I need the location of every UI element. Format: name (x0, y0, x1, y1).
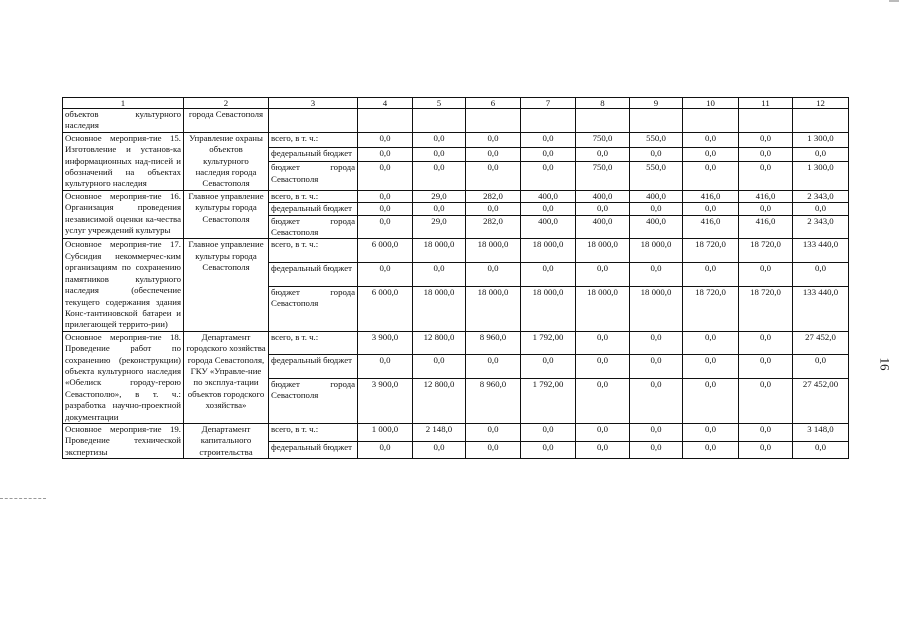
amount-cell: 27 452,00 (793, 378, 849, 423)
amount-cell: 0,0 (466, 203, 521, 215)
amount-cell: 0,0 (413, 147, 466, 162)
executor: Главное управление культуры города Севастополя (184, 190, 269, 239)
amount-cell: 0,0 (630, 263, 683, 287)
amount-cell: 400,0 (576, 190, 630, 202)
amount-cell: 0,0 (739, 162, 793, 190)
amount-cell: 750,0 (576, 132, 630, 147)
amount-cell: 750,0 (576, 162, 630, 190)
amount-cell: 0,0 (683, 132, 739, 147)
amount-cell: 416,0 (683, 190, 739, 202)
amount-cell: 0,0 (521, 162, 576, 190)
column-header: 6 (466, 98, 521, 109)
amount-cell: 0,0 (358, 203, 413, 215)
amount-cell: 18 000,0 (576, 239, 630, 263)
amount-cell: 0,0 (358, 263, 413, 287)
amount-cell: 133 440,0 (793, 286, 849, 331)
funding-source: федеральный бюджет (269, 355, 358, 379)
amount-cell: 0,0 (630, 378, 683, 423)
amount-cell: 18 720,0 (683, 239, 739, 263)
funding-source: федеральный бюджет (269, 263, 358, 287)
amount-cell: 3 148,0 (793, 423, 849, 441)
amount-cell: 400,0 (521, 190, 576, 202)
amount-cell: 0,0 (683, 162, 739, 190)
amount-cell: 416,0 (739, 215, 793, 239)
amount-cell: 0,0 (683, 378, 739, 423)
amount-cell: 0,0 (466, 162, 521, 190)
amount-cell: 0,0 (739, 203, 793, 215)
executor: Главное управление культуры города Севастополя (184, 239, 269, 331)
amount-cell: 0,0 (630, 355, 683, 379)
amount-cell: 0,0 (466, 147, 521, 162)
amount-cell: 0,0 (793, 263, 849, 287)
amount-cell: 0,0 (466, 132, 521, 147)
amount-cell: 18 720,0 (739, 239, 793, 263)
amount-cell: 0,0 (739, 378, 793, 423)
executor: города Севастополя (184, 109, 269, 133)
amount-cell: 18 000,0 (466, 286, 521, 331)
funding-source: бюджет города Севастополя (269, 162, 358, 190)
amount-cell: 400,0 (630, 215, 683, 239)
amount-cell: 0,0 (413, 441, 466, 459)
amount-cell: 0,0 (358, 132, 413, 147)
amount-cell: 0,0 (413, 263, 466, 287)
amount-cell: 0,0 (576, 263, 630, 287)
amount-cell: 1 792,00 (521, 331, 576, 355)
funding-source: федеральный бюджет (269, 147, 358, 162)
amount-cell: 0,0 (630, 423, 683, 441)
amount-cell: 550,0 (630, 132, 683, 147)
amount-cell: 0,0 (466, 355, 521, 379)
amount-cell: 18 000,0 (521, 239, 576, 263)
amount-cell: 0,0 (793, 203, 849, 215)
amount-cell: 0,0 (683, 147, 739, 162)
amount-cell: 0,0 (413, 355, 466, 379)
amount-cell: 12 800,0 (413, 331, 466, 355)
amount-cell: 18 000,0 (630, 286, 683, 331)
column-header: 12 (793, 98, 849, 109)
amount-cell: 0,0 (739, 132, 793, 147)
amount-cell: 0,0 (521, 147, 576, 162)
scan-mark (889, 0, 899, 2)
amount-cell: 18 000,0 (413, 239, 466, 263)
amount-cell: 416,0 (683, 215, 739, 239)
column-header: 9 (630, 98, 683, 109)
table-row (63, 190, 849, 202)
funding-source: федеральный бюджет (269, 203, 358, 215)
amount-cell: 0,0 (683, 423, 739, 441)
amount-cell: 0,0 (739, 355, 793, 379)
funding-source: бюджет города Севастополя (269, 286, 358, 331)
amount-cell: 400,0 (630, 190, 683, 202)
amount-cell: 0,0 (358, 162, 413, 190)
funding-source: всего, в т. ч.: (269, 423, 358, 441)
table-row (63, 239, 849, 263)
column-header: 7 (521, 98, 576, 109)
amount-cell: 1 792,00 (521, 378, 576, 423)
funding-source: всего, в т. ч.: (269, 132, 358, 147)
column-header: 10 (683, 98, 739, 109)
amount-cell: 0,0 (521, 203, 576, 215)
amount-cell: 0,0 (521, 355, 576, 379)
amount-cell: 0,0 (739, 331, 793, 355)
amount-cell: 282,0 (466, 215, 521, 239)
activity-description: Основное мероприя-тие 15. Изготовление и установ-ка информационных над-писей и обозначений на объектах культурного наследия (63, 132, 184, 190)
amount-cell: 0,0 (521, 263, 576, 287)
amount-cell: 2 343,0 (793, 215, 849, 239)
budget-table (62, 97, 849, 459)
column-header: 4 (358, 98, 413, 109)
amount-cell: 29,0 (413, 215, 466, 239)
amount-cell: 0,0 (413, 203, 466, 215)
table-row (63, 109, 849, 133)
amount-cell: 8 960,0 (466, 378, 521, 423)
funding-source: всего, в т. ч.: (269, 190, 358, 202)
amount-cell: 3 900,0 (358, 378, 413, 423)
executor: Департамент капитального строительства (184, 423, 269, 458)
amount-cell: 0,0 (466, 423, 521, 441)
column-header: 2 (184, 98, 269, 109)
amount-cell: 1 300,0 (793, 162, 849, 190)
amount-cell: 133 440,0 (793, 239, 849, 263)
amount-cell: 0,0 (630, 331, 683, 355)
funding-source: бюджет города Севастополя (269, 378, 358, 423)
column-header: 5 (413, 98, 466, 109)
amount-cell: 0,0 (358, 190, 413, 202)
header-row (63, 98, 849, 109)
page-number: 16 (877, 357, 893, 371)
amount-cell: 0,0 (683, 355, 739, 379)
amount-cell: 0,0 (413, 132, 466, 147)
amount-cell: 6 000,0 (358, 286, 413, 331)
amount-cell: 0,0 (739, 263, 793, 287)
amount-cell: 1 300,0 (793, 132, 849, 147)
amount-cell: 550,0 (630, 162, 683, 190)
activity-description: Основное мероприя-тие 16. Организация проведения независимой оценки ка-чества услуг учреждений культуры (63, 190, 184, 239)
executor: Департамент городского хозяйства города Севастополя, ГКУ «Управле-ние по эксплуа-тации объектов городского хозяйства» (184, 331, 269, 423)
amount-cell: 282,0 (466, 190, 521, 202)
amount-cell: 0,0 (358, 147, 413, 162)
amount-cell: 0,0 (683, 441, 739, 459)
amount-cell: 400,0 (576, 215, 630, 239)
activity-description: объектов культурного наследия (63, 109, 184, 133)
amount-cell: 0,0 (521, 441, 576, 459)
funding-source: всего, в т. ч.: (269, 331, 358, 355)
amount-cell: 2 343,0 (793, 190, 849, 202)
amount-cell: 0,0 (630, 441, 683, 459)
amount-cell: 0,0 (466, 263, 521, 287)
amount-cell: 0,0 (466, 441, 521, 459)
amount-cell: 6 000,0 (358, 239, 413, 263)
amount-cell: 12 800,0 (413, 378, 466, 423)
amount-cell: 416,0 (739, 190, 793, 202)
amount-cell: 0,0 (683, 331, 739, 355)
table-row (63, 331, 849, 355)
amount-cell: 0,0 (521, 132, 576, 147)
amount-cell: 0,0 (413, 162, 466, 190)
amount-cell: 0,0 (630, 203, 683, 215)
column-header: 8 (576, 98, 630, 109)
amount-cell: 0,0 (358, 215, 413, 239)
amount-cell: 0,0 (358, 441, 413, 459)
amount-cell: 0,0 (739, 441, 793, 459)
amount-cell: 0,0 (793, 147, 849, 162)
amount-cell: 0,0 (576, 441, 630, 459)
column-header: 3 (269, 98, 358, 109)
amount-cell: 0,0 (793, 441, 849, 459)
amount-cell: 0,0 (576, 423, 630, 441)
funding-source: федеральный бюджет (269, 441, 358, 459)
activity-description: Основное мероприя-тие 18. Проведение работ по сохранению (реконструкции) объекта культурного наследия «Обелиск городу-герою Севастополю», в т. ч.: разработка научно-проектной документации (63, 331, 184, 423)
amount-cell: 0,0 (739, 147, 793, 162)
amount-cell: 1 000,0 (358, 423, 413, 441)
amount-cell: 18 000,0 (466, 239, 521, 263)
amount-cell: 8 960,0 (466, 331, 521, 355)
amount-cell: 0,0 (576, 331, 630, 355)
amount-cell: 0,0 (358, 355, 413, 379)
amount-cell: 0,0 (576, 203, 630, 215)
amount-cell: 18 000,0 (576, 286, 630, 331)
amount-cell: 3 900,0 (358, 331, 413, 355)
amount-cell: 2 148,0 (413, 423, 466, 441)
amount-cell: 0,0 (576, 378, 630, 423)
table-row (63, 132, 849, 147)
amount-cell: 0,0 (576, 147, 630, 162)
table-row (63, 423, 849, 441)
amount-cell: 18 720,0 (683, 286, 739, 331)
funding-source: бюджет города Севастополя (269, 215, 358, 239)
amount-cell: 18 000,0 (521, 286, 576, 331)
amount-cell: 18 720,0 (739, 286, 793, 331)
amount-cell: 0,0 (683, 203, 739, 215)
amount-cell: 0,0 (630, 147, 683, 162)
activity-description: Основное мероприя-тие 17. Субсидия некоммерчес-ким организациям по сохранению памятников культурного наследия (обеспечение текущего содержания здания Конс-тантиновской батареи и прилегающей террито-рии) (63, 239, 184, 331)
column-header: 1 (63, 98, 184, 109)
activity-description: Основное мероприя-тие 19. Проведение технической экспертизы (63, 423, 184, 458)
amount-cell: 0,0 (521, 423, 576, 441)
executor: Управление охраны объектов культурного наследия города Севастополя (184, 132, 269, 190)
column-header: 11 (739, 98, 793, 109)
amount-cell: 0,0 (576, 355, 630, 379)
amount-cell: 18 000,0 (413, 286, 466, 331)
amount-cell: 0,0 (739, 423, 793, 441)
funding-source: всего, в т. ч.: (269, 239, 358, 263)
amount-cell: 400,0 (521, 215, 576, 239)
amount-cell: 18 000,0 (630, 239, 683, 263)
amount-cell: 29,0 (413, 190, 466, 202)
amount-cell: 0,0 (793, 355, 849, 379)
amount-cell: 0,0 (683, 263, 739, 287)
amount-cell: 27 452,0 (793, 331, 849, 355)
scan-mark (0, 498, 46, 500)
